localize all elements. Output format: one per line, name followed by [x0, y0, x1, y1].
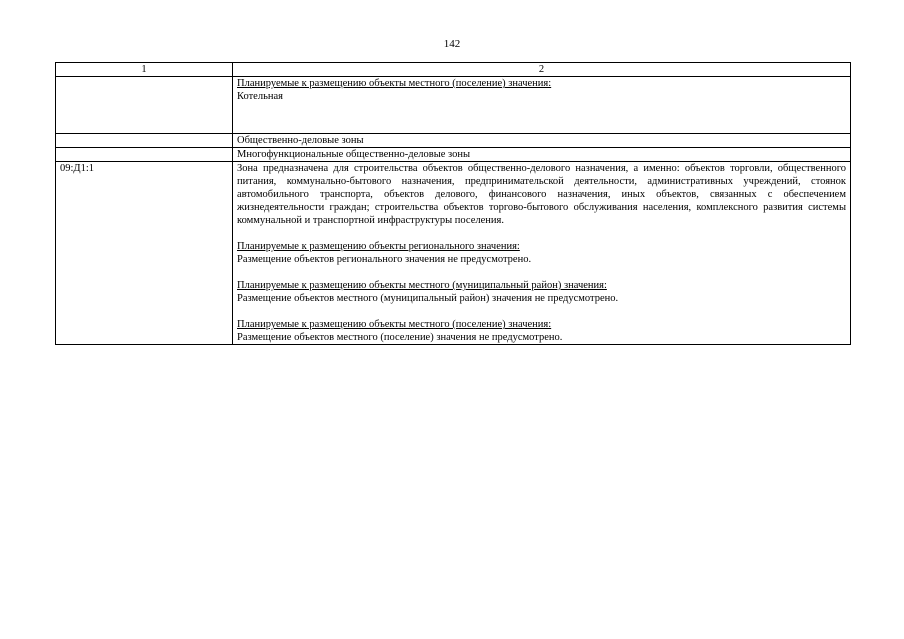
content-cell	[233, 77, 851, 134]
column-header-2: 2	[233, 63, 851, 77]
zone-code-cell	[56, 77, 233, 134]
section-text: Размещение объектов регионального значения не предусмотрено.	[237, 254, 532, 265]
table-row-zone-group	[56, 134, 851, 148]
zone-code-cell	[56, 134, 233, 148]
section-heading: Планируемые к размещению объекты местного (поселение) значения:	[237, 319, 552, 330]
document-table	[55, 62, 851, 345]
section-text: Котельная	[237, 91, 283, 102]
table-header-row	[56, 63, 851, 77]
zone-type-title: Многофункциональные общественно-деловые зоны	[233, 148, 851, 162]
section-text: Размещение объектов местного (поселение) значения не предусмотрено.	[237, 332, 563, 343]
zone-description: Зона предназначена для строительства объектов общественно-делового назначения, а именно: объектов торговли, общественного питания, коммунально-бытового назначения, предпринимательской деятельности, административных учреждений, стоянок автомобильного транспорта, объектов делового, финансового назначения, иных объектов, связанных с обеспечением жизнедеятельности граждан; строительства объектов торгово-бытового обслуживания населения, комплексного развития системы коммунальной и транспортной инфраструктуры поселения.	[237, 163, 846, 226]
table-row-zone-type	[56, 148, 851, 162]
section-municipal-district	[237, 279, 846, 305]
zone-code: 09:Д1:1	[56, 162, 233, 345]
section-settlement	[237, 318, 846, 344]
section-heading: Планируемые к размещению объекты регионального значения:	[237, 241, 520, 252]
page-number: 142	[443, 38, 461, 50]
section-text: Размещение объектов местного (муниципальный район) значения не предусмотрено.	[237, 293, 619, 304]
zone-code-cell	[56, 148, 233, 162]
section-heading: Планируемые к размещению объекты местного (поселение) значения:	[237, 78, 552, 89]
table-row-boiler	[56, 77, 851, 134]
section-regional	[237, 240, 846, 266]
section-heading: Планируемые к размещению объекты местного (муниципальный район) значения:	[237, 280, 607, 291]
table-row-zone	[56, 162, 851, 345]
zone-group-title: Общественно-деловые зоны	[233, 134, 851, 148]
zone-content-cell	[233, 162, 851, 345]
column-header-1: 1	[56, 63, 233, 77]
